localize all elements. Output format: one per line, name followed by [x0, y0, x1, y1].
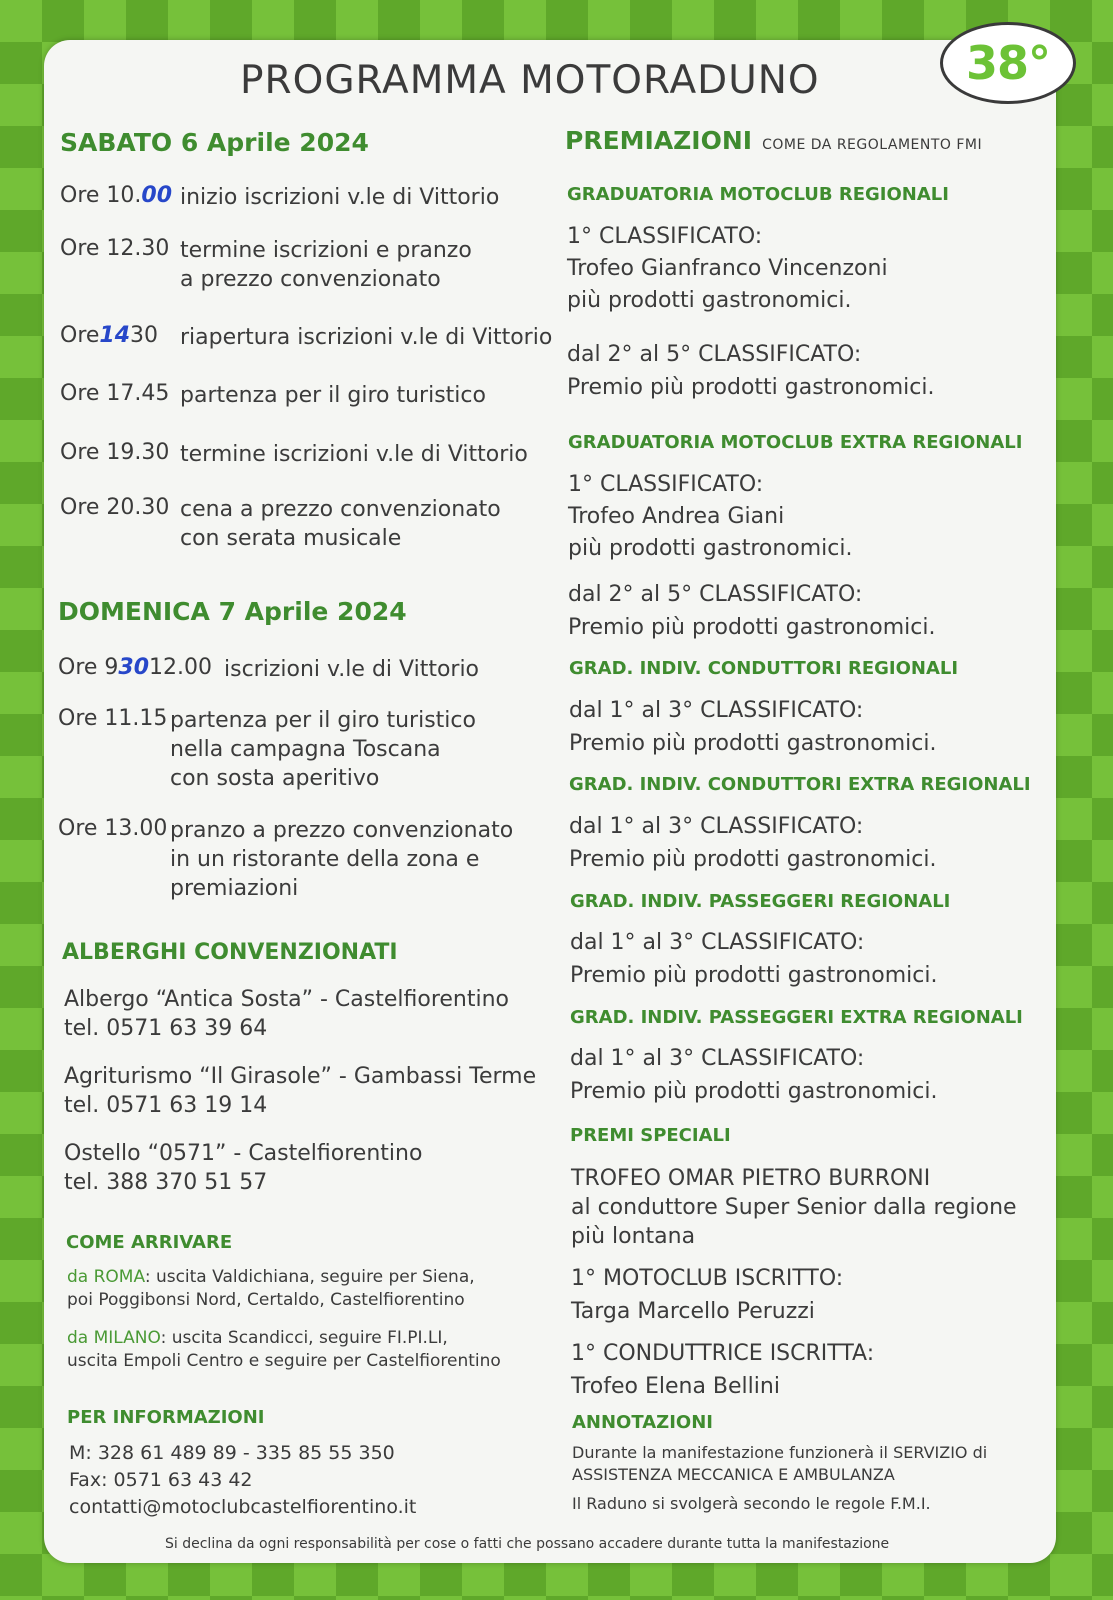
award-group-body: dal 2° al 5° CLASSIFICATO: Premio più prodotti gastronomici. — [567, 342, 935, 400]
special-block-3: 1° CONDUTTRICE ISCRITTA: Trofeo Elena Bellini — [571, 1341, 875, 1399]
edition-badge: 38° — [940, 22, 1076, 104]
schedule-time: Ore 13.00 — [58, 816, 168, 841]
award-group-body: dal 1° al 3° CLASSIFICATO: Premio più prodotti gastronomici. — [570, 930, 938, 988]
hotel-item: Ostello “0571” - Castelfiorentino tel. 388 370 51 57 — [64, 1141, 423, 1195]
info-mobile: M: 328 61 489 89 - 335 85 55 350 — [69, 1442, 395, 1464]
notes-heading: ANNOTAZIONI — [572, 1412, 713, 1433]
award-group-body: 1° CLASSIFICATO: Trofeo Gianfranco Vincenzoni più prodotti gastronomici. — [567, 224, 888, 313]
info-block — [69, 1440, 416, 1521]
schedule-time: Ore 20.30 — [60, 495, 170, 520]
award-group-title: GRAD. INDIV. CONDUTTORI REGIONALI — [569, 658, 959, 679]
special-heading: PREMI SPECIALI — [570, 1125, 731, 1146]
hotels-heading: ALBERGHI CONVENZIONATI — [62, 940, 398, 965]
schedule-desc: partenza per il giro turistico nella campagna Toscana con sosta aperitivo — [170, 708, 476, 791]
award-group-body: dal 1° al 3° CLASSIFICATO: Premio più prodotti gastronomici. — [570, 1046, 938, 1104]
info-fax: Fax: 0571 63 43 42 — [69, 1469, 253, 1491]
schedule-time: Ore 11.15 — [58, 706, 168, 731]
award-group-body: dal 1° al 3° CLASSIFICATO: Premio più prodotti gastronomici. — [569, 698, 937, 756]
schedule-time: Ore 19.30 — [60, 440, 170, 465]
schedule-time: Ore 12.30 — [60, 236, 170, 261]
schedule-time: Ore1430 — [60, 323, 159, 348]
directions-heading: COME ARRIVARE — [66, 1232, 233, 1253]
info-heading: PER INFORMAZIONI — [67, 1407, 265, 1428]
awards-heading: PREMIAZIONI COME DA REGOLAMENTO FMI — [565, 126, 983, 155]
schedule-time: Ore 17.45 — [60, 381, 170, 406]
schedule-desc: inizio iscrizioni v.le di Vittorio — [180, 185, 500, 210]
award-group-title: GRAD. INDIV. PASSEGGERI REGIONALI — [570, 891, 951, 912]
saturday-heading: SABATO 6 Aprile 2024 — [60, 128, 369, 157]
schedule-desc: partenza per il giro turistico — [180, 383, 486, 408]
schedule-desc: pranzo a prezzo convenzionato in un ristorante della zona e premiazioni — [170, 818, 514, 901]
awards-subheading: COME DA REGOLAMENTO FMI — [762, 137, 983, 153]
info-email[interactable]: contatti@motoclubcastelfiorentino.it — [69, 1496, 417, 1518]
award-group-body: dal 1° al 3° CLASSIFICATO: Premio più prodotti gastronomici. — [569, 814, 937, 872]
schedule-desc: termine iscrizioni v.le di Vittorio — [180, 442, 528, 467]
sunday-heading: DOMENICA 7 Aprile 2024 — [58, 597, 407, 626]
direction-item: da ROMA: uscita Valdichiana, seguire per Siena, poi Poggibonsi Nord, Certaldo, Castelfiorentino — [67, 1267, 475, 1310]
direction-item: da MILANO: uscita Scandicci, seguire FI.PI.LI, uscita Empoli Centro e seguire per Castelfiorentino — [67, 1328, 501, 1371]
footer-disclaimer: Si declina da ogni responsabilità per cose o fatti che possano accadere durante tutta la manifestazione — [165, 1536, 890, 1552]
page-title: PROGRAMMA MOTORADUNO — [240, 58, 820, 103]
award-group-title: GRADUATORIA MOTOCLUB REGIONALI — [567, 184, 949, 205]
award-group-title: GRAD. INDIV. CONDUTTORI EXTRA REGIONALI — [569, 774, 1031, 795]
schedule-desc: iscrizioni v.le di Vittorio — [224, 657, 480, 682]
hotel-item: Agriturismo “Il Girasole” - Gambassi Terme tel. 0571 63 19 14 — [64, 1064, 537, 1118]
schedule-desc: cena a prezzo convenzionato con serata musicale — [180, 497, 501, 551]
schedule-desc: termine iscrizioni e pranzo a prezzo convenzionato — [180, 238, 472, 292]
award-group-body: 1° CLASSIFICATO: Trofeo Andrea Giani più prodotti gastronomici. — [568, 472, 853, 561]
notes-block: Durante la manifestazione funzionerà il SERVIZIO di ASSISTENZA MECCANICA E AMBULANZA Il Raduno si svolgerà secondo le regole F.M.I. — [572, 1443, 988, 1513]
award-group-body: dal 2° al 5° CLASSIFICATO: Premio più prodotti gastronomici. — [568, 582, 936, 640]
schedule-time: Ore 93012.00 — [58, 655, 213, 680]
special-block-2: 1° MOTOCLUB ISCRITTO: Targa Marcello Peruzzi — [571, 1266, 844, 1324]
special-block-1: TROFEO OMAR PIETRO BURRONI al conduttore Super Senior dalla regione più lontana — [571, 1166, 1017, 1249]
award-group-title: GRAD. INDIV. PASSEGGERI EXTRA REGIONALI — [570, 1007, 1023, 1028]
schedule-desc: riapertura iscrizioni v.le di Vittorio — [180, 325, 553, 350]
award-group-title: GRADUATORIA MOTOCLUB EXTRA REGIONALI — [568, 432, 1023, 453]
hotel-item: Albergo “Antica Sosta” - Castelfiorentino tel. 0571 63 39 64 — [64, 987, 509, 1041]
schedule-time: Ore 10.00 — [60, 183, 173, 208]
